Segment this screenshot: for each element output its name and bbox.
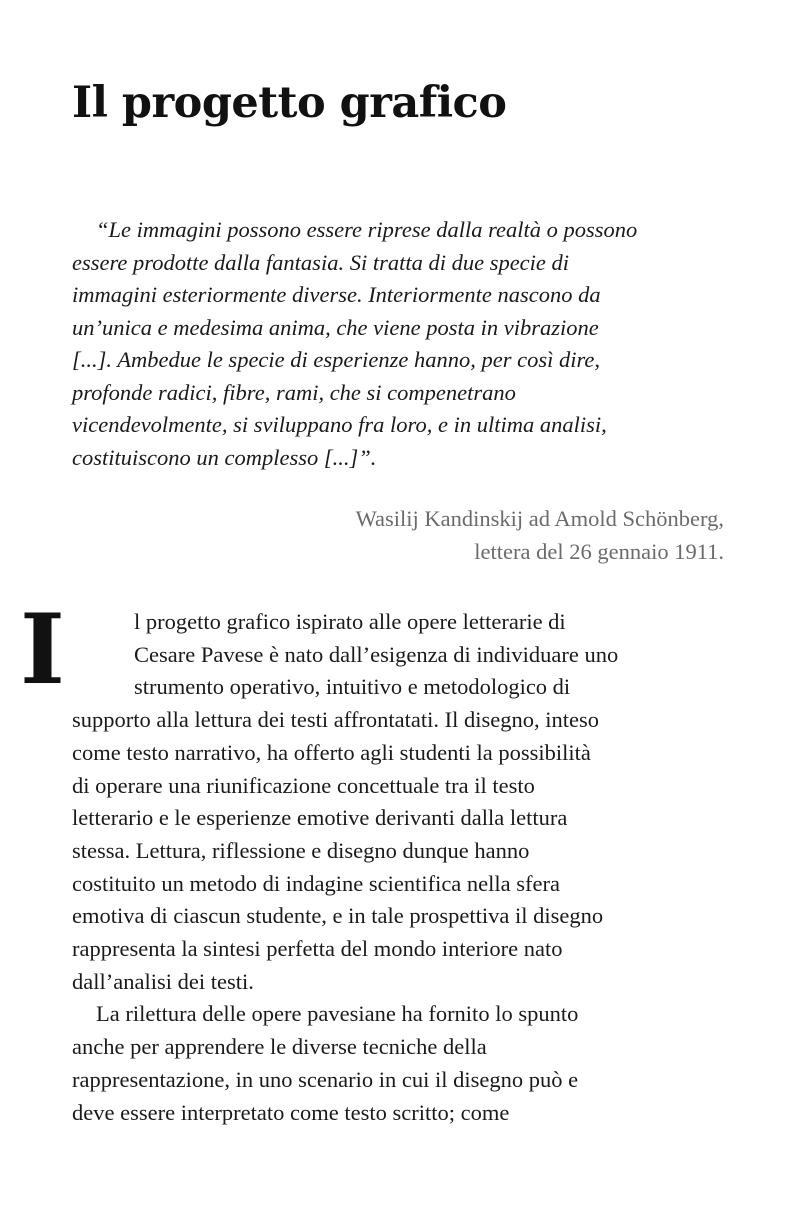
quote-line: vicendevolmente, si sviluppano fra loro, e in ultima analisi,	[72, 412, 607, 437]
drop-cap: I	[20, 593, 65, 706]
quote-line: profonde radici, fibre, rami, che si compenetrano	[72, 379, 516, 405]
paragraph-line: La rilettura delle opere pavesiane ha fornito lo spunto	[96, 1001, 579, 1027]
paragraph-line: stessa. Lettura, riflessione e disegno dunque hanno	[72, 837, 530, 863]
quote-line: essere prodotte dalla fantasia. Si tratta di due specie di	[72, 249, 570, 275]
paragraph-line: anche per apprendere le diverse tecniche della	[72, 1034, 487, 1060]
quote-line: costituiscono un complesso [...]”.	[72, 444, 377, 470]
quote-line: [...]. Ambedue le specie di esperienze hanno, per così dire,	[72, 347, 601, 372]
page-title: Il progetto grafico	[72, 78, 507, 128]
quote-line: “Le immagini possono essere riprese dalla realtà o possono	[96, 217, 638, 242]
paragraph-line: costituito un metodo di indagine scientifica nella sfera	[72, 870, 560, 896]
body-text	[72, 606, 732, 1129]
paragraph-line: letterario e le esperienze emotive derivanti dalla lettura	[72, 805, 568, 831]
attribution-date: lettera del 26 gennaio 1911.	[474, 539, 724, 564]
paragraph-line: l progetto grafico ispirato alle opere letterarie di	[134, 609, 566, 634]
paragraph-line: dall’analisi dei testi.	[72, 968, 254, 994]
paragraph-line: come testo narrativo, ha offerto agli studenti la possibilità	[72, 739, 591, 765]
paragraph-line: supporto alla lettura dei testi affrontatati. Il disegno, inteso	[72, 707, 599, 733]
quote-line: un’unica e medesima anima, che viene posta in vibrazione	[72, 314, 599, 340]
paragraph-line: rappresenta la sintesi perfetta del mondo interiore nato	[72, 936, 563, 962]
paragraph-line: rappresentazione, in uno scenario in cui il disegno può e	[72, 1066, 579, 1092]
paragraph-line: emotiva di ciascun studente, e in tale prospettiva il disegno	[72, 903, 604, 929]
quote-line: immagini esteriormente diverse. Interiormente nascono da	[72, 282, 601, 307]
epigraph-quote	[72, 214, 732, 474]
paragraph-line: strumento operativo, intuitivo e metodologico di	[134, 674, 571, 700]
attribution-author: Wasilij Kandinskij ad Amold Schönberg,	[355, 506, 724, 531]
paragraph-line: deve essere interpretato come testo scritto; come	[72, 1099, 510, 1125]
paragraph-line: Cesare Pavese è nato dall’esigenza di individuare uno	[134, 641, 619, 667]
quote-attribution	[124, 502, 724, 568]
paragraph-line: di operare una riunificazione concettuale tra il testo	[72, 772, 535, 798]
